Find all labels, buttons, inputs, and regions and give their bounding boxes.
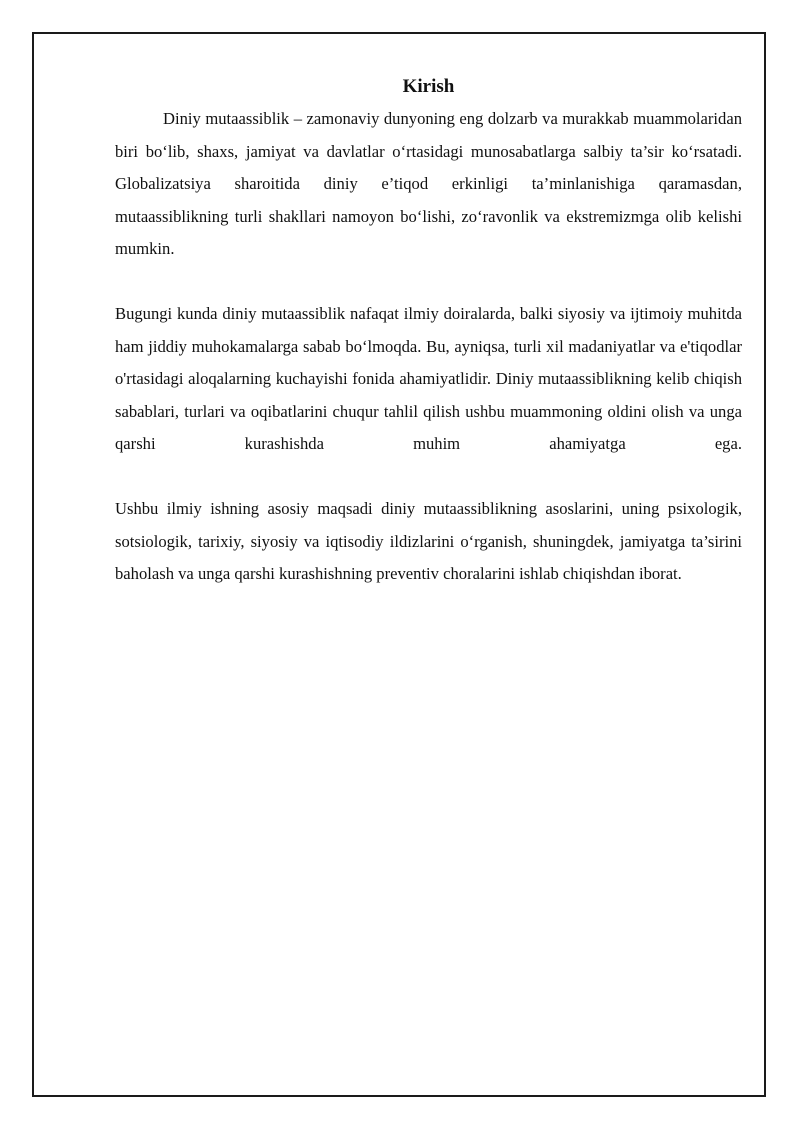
paragraph-aim: Ushbu ilmiy ishning asosiy maqsadi diniy mutaassiblikning asoslarini, uning psixologik, sotsiologik, tarixiy, siyosiy va iqtisodiy ildizlarini o‘rganish, shuningdek, jamiyatga ta’sirini baholash va unga qarshi kurashishning preventiv choralarini ishlab chiqishdan iborat. <box>115 499 742 583</box>
paragraph-spacer <box>115 266 742 299</box>
paragraph-spacer <box>115 461 742 494</box>
page-title: Kirish <box>402 76 455 97</box>
paragraph-introduction: Diniy mutaassiblik – zamonaviy dunyoning eng dolzarb va murakkab muammolaridan biri bo‘lib, shaxs, jamiyat va davlatlar o‘rtasidagi munosabatlarga salbiy ta’sir ko‘rsatadi. Globalizatsiya sharoitida diniy e’tiqod erkinligi ta’minlanishiga qaramasdan, mutaassiblikning turli shakllari namoyon bo‘lishi, zo‘ravonlik va ekstremizmga olib kelishi mumkin. <box>115 109 742 258</box>
document-body <box>115 71 742 591</box>
paragraph-relevance: Bugungi kunda diniy mutaassiblik nafaqat ilmiy doiralarda, balki siyosiy va ijtimoiy muhitda ham jiddiy muhokamalarga sabab bo‘lmoqda. Bu, ayniqsa, turli xil madaniyatlar va e'tiqodlar o'rtasidagi aloqalarning kuchayishi fonida ahamiyatlidir. Diniy mutaassiblikning kelib chiqish sabablari, turlari va oqibatlarini chuqur tahlil qilish ushbu muammoning oldini olish va unga qarshi kurashishda muhim ahamiyatga ega. <box>115 304 742 453</box>
